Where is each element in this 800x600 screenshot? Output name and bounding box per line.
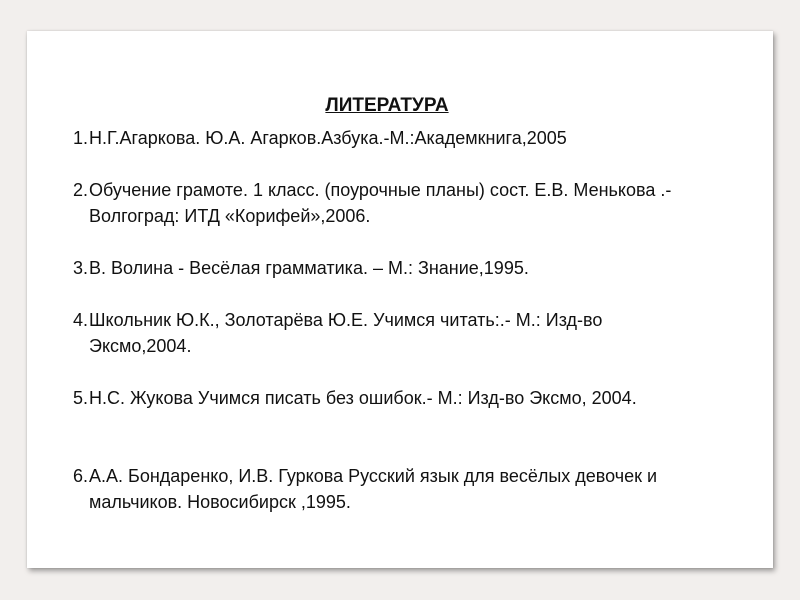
reference-item <box>27 463 707 515</box>
reference-text: Н.Г.Агаркова. Ю.А. Агарков.Азбука.-М.:Академкнига,2005 <box>89 128 567 148</box>
reference-number: 6. <box>72 466 88 486</box>
reference-item <box>27 125 707 151</box>
reference-item <box>27 307 707 359</box>
reference-text: Школьник Ю.К., Золотарёва Ю.Е. Учимся читать:.- М.: Изд-во Эксмо,2004. <box>89 310 603 356</box>
reference-text: Обучение грамоте. 1 класс. (поурочные планы) сост. Е.В. Менькова .- Волгоград: ИТД «Корифей»,2006. <box>89 180 672 226</box>
reference-item <box>27 177 707 229</box>
reference-item <box>27 385 707 411</box>
reference-text: Н.С. Жукова Учимся писать без ошибок.- М.: Изд-во Эксмо, 2004. <box>89 388 637 408</box>
reference-number: 2. <box>72 180 88 200</box>
reference-text: А.А. Бондаренко, И.В. Гуркова Русский язык для весёлых девочек и мальчиков. Новосибирск ,1995. <box>89 466 658 512</box>
reference-number: 4. <box>72 310 88 330</box>
reference-number: 3. <box>72 258 88 278</box>
reference-number: 1. <box>72 128 88 148</box>
reference-text: В. Волина - Весёлая грамматика. – М.: Знание,1995. <box>89 258 529 278</box>
reference-number: 5. <box>72 388 88 408</box>
reference-item <box>27 255 707 281</box>
slide <box>27 31 773 568</box>
slide-title: ЛИТЕРАТУРА <box>325 95 449 116</box>
